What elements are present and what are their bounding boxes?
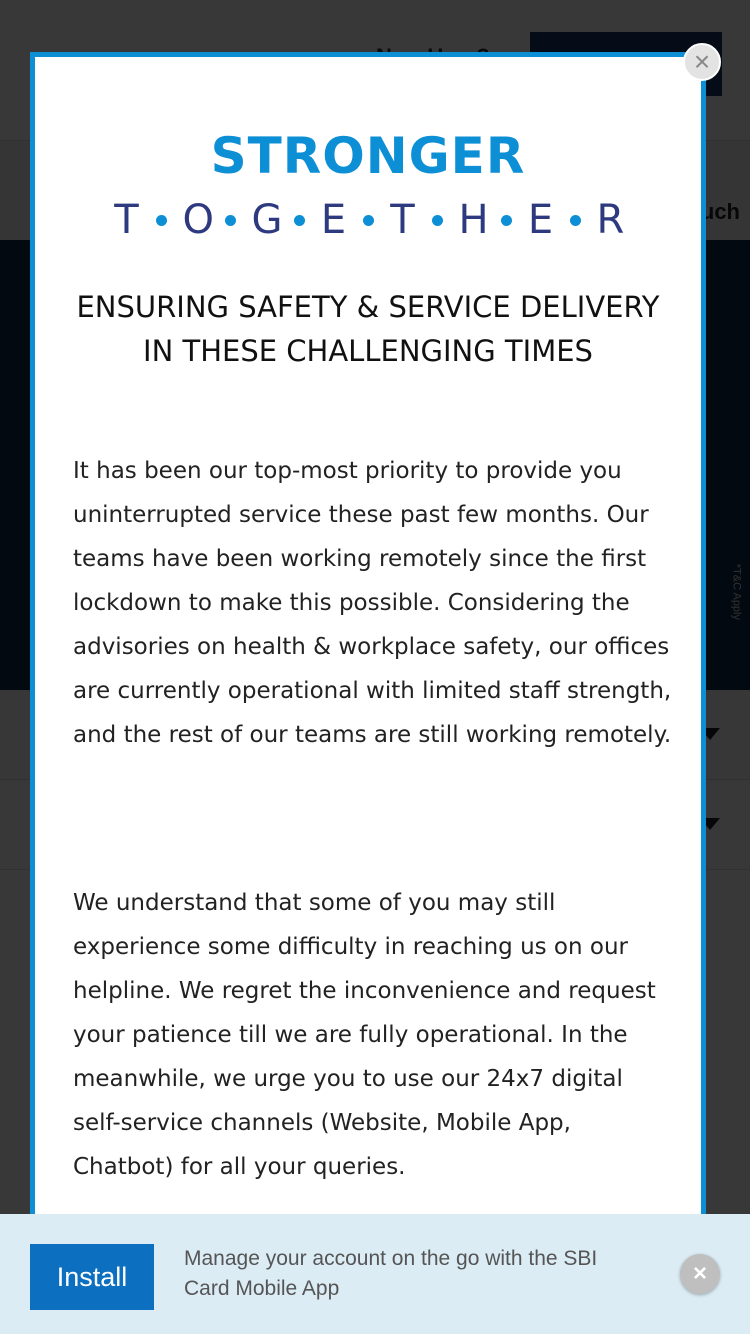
dot-separator-icon — [432, 215, 443, 226]
together-letter: E — [527, 197, 554, 243]
close-icon: × — [692, 1260, 707, 1287]
banner-message: Manage your account on the go with the SBI Card Mobile App — [184, 1247, 598, 1300]
notice-paragraph-1: It has been our top-most priority to provide you uninterrupted service these past few months. Our teams have been working remotely since the first lockdown to make this possible. Considering the advisories on health & workplace safety, our offices are currently operational with limited staff strength, and the rest of our teams are still working remotely. — [73, 458, 672, 748]
together-letter: T — [114, 197, 139, 243]
app-install-banner — [0, 1214, 750, 1334]
covid-notice-modal — [30, 52, 706, 1252]
dot-separator-icon — [501, 215, 512, 226]
install-button[interactable]: Install — [30, 1244, 154, 1310]
stronger-title: STRONGER — [210, 127, 526, 185]
dot-separator-icon — [570, 215, 581, 226]
together-letter: T — [390, 197, 415, 243]
together-letter: R — [596, 197, 625, 243]
dot-separator-icon — [294, 215, 305, 226]
banner-close-button[interactable] — [680, 1254, 720, 1294]
close-icon: × — [693, 46, 711, 77]
together-letter: G — [251, 197, 283, 243]
together-letter: O — [182, 197, 214, 243]
dot-separator-icon — [225, 215, 236, 226]
dot-separator-icon — [363, 215, 374, 226]
notice-paragraph-2: We understand that some of you may still experience some difficulty in reaching us on our helpline. We regret the inconvenience and request your patience till we are fully operational. In the meanwhile, we urge you to use our 24x7 digital self-service channels (Website, Mobile App, Chatbot) for all your queries. — [73, 890, 656, 1180]
together-letter: H — [458, 197, 489, 243]
notice-heading: ENSURING SAFETY & SERVICE DELIVERY IN THESE CHALLENGING TIMES — [76, 290, 660, 368]
together-subtitle — [35, 197, 701, 243]
modal-close-button[interactable] — [683, 43, 721, 81]
together-letter: E — [320, 197, 347, 243]
dot-separator-icon — [156, 215, 167, 226]
